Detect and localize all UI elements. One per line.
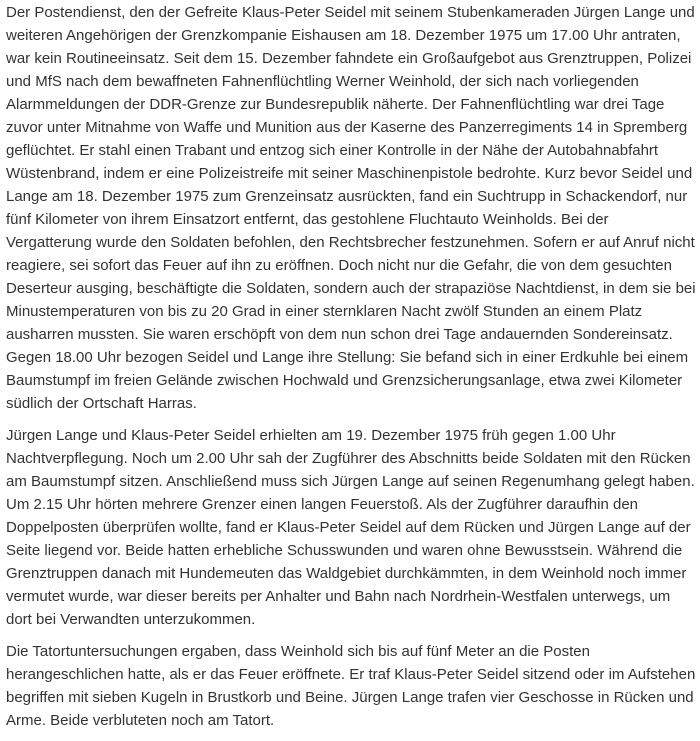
article-paragraph-3: Die Tatortuntersuchungen ergaben, dass Weinhold sich bis auf fünf Meter an die Posten herangeschlichen hatte, als er das Feuer eröffnete. Er traf Klaus-Peter Seidel sitzend oder im Aufstehen begriffen mit sieben Kugeln in Brustkorb und Beine. Jürgen Lange trafen vier Geschosse in Rücken und Arme. Beide verbluteten noch am Tatort.: [6, 643, 696, 729]
article-paragraph-2: Jürgen Lange und Klaus-Peter Seidel erhielten am 19. Dezember 1975 früh gegen 1.00 Uhr Nachtverpflegung. Noch um 2.00 Uhr sah der Zugführer des Abschnitts beide Soldaten mit den Rücken am Baumstumpf sitzen. Anschließend muss sich Jürgen Lange auf seinen Regenumhang gelegt haben. Um 2.15 Uhr hörten mehrere Grenzer einen langen Feuerstoß. Als der Zugführer daraufhin den Doppelposten überprüfen wollte, fand er Klaus-Peter Seidel auf dem Rücken und Jürgen Lange auf der Seite liegend vor. Beide hatten erhebliche Schusswunden und waren ohne Bewusstsein. Während die Grenztruppen danach mit Hundemeuten das Waldgebiet durchkämmten, in dem Weinhold noch immer vermutet wurde, war dieser bereits per Anhalter und Bahn nach Nordrhein-Westfalen unterwegs, um dort bei Verwandten unterzukommen.: [6, 427, 695, 628]
article-body: [6, 1, 696, 741]
article-paragraph-1: Der Postendienst, den der Gefreite Klaus-Peter Seidel mit seinem Stubenkameraden Jürgen Lange und weiteren Angehörigen der Grenzkompanie Eishausen am 18. Dezember 1975 um 17.00 Uhr antraten, war kein Routineeinsatz. Seit dem 15. Dezember fahndete ein Großaufgebot aus Grenztruppen, Polizei und MfS nach dem bewaffneten Fahnenflüchtling Werner Weinhold, der sich nach vorliegenden Alarmmeldungen der DDR-Grenze zur Bundesrepublik näherte. Der Fahnenflüchtling war drei Tage zuvor unter Mitnahme von Waffe und Munition aus der Kaserne des Panzerregiments 14 in Spremberg geflüchtet. Er stahl einen Trabant und entzog sich einer Kontrolle in der Nähe der Autobahnabfahrt Wüstenbrand, indem er eine Polizeistreife mit seiner Maschinenpistole bedrohte. Kurz bevor Seidel und Lange am 18. Dezember 1975 zum Grenzeinsatz ausrückten, fand ein Suchtrupp in Schackendorf, nur fünf Kilometer von ihrem Einsatzort entfernt, das gestohlene Fluchtauto Weinholds. Bei der Vergatterung wurde den Soldaten befohlen, den Rechtsbrecher festzunehmen. Sofern er auf Anruf nicht reagiere, sei sofort das Feuer auf ihn zu eröffnen. Doch nicht nur die Gefahr, die von dem gesuchten Deserteur ausging, beschäftigte die Soldaten, sondern auch der strapaziöse Nachtdienst, in dem sie bei Minustemperaturen von bis zu 20 Grad in einer sternklaren Nacht zwölf Stunden an einem Platz ausharren mussten. Sie waren erschöpft von dem nun schon drei Tage andauernden Sondereinsatz. Gegen 18.00 Uhr bezogen Seidel und Lange ihre Stellung: Sie befand sich in einer Erdkuhle bei einem Baumstumpf im freien Gelände zwischen Hochwald und Grenzsicherungsanlage, etwa zwei Kilometer südlich der Ortschaft Harras.: [6, 4, 696, 412]
